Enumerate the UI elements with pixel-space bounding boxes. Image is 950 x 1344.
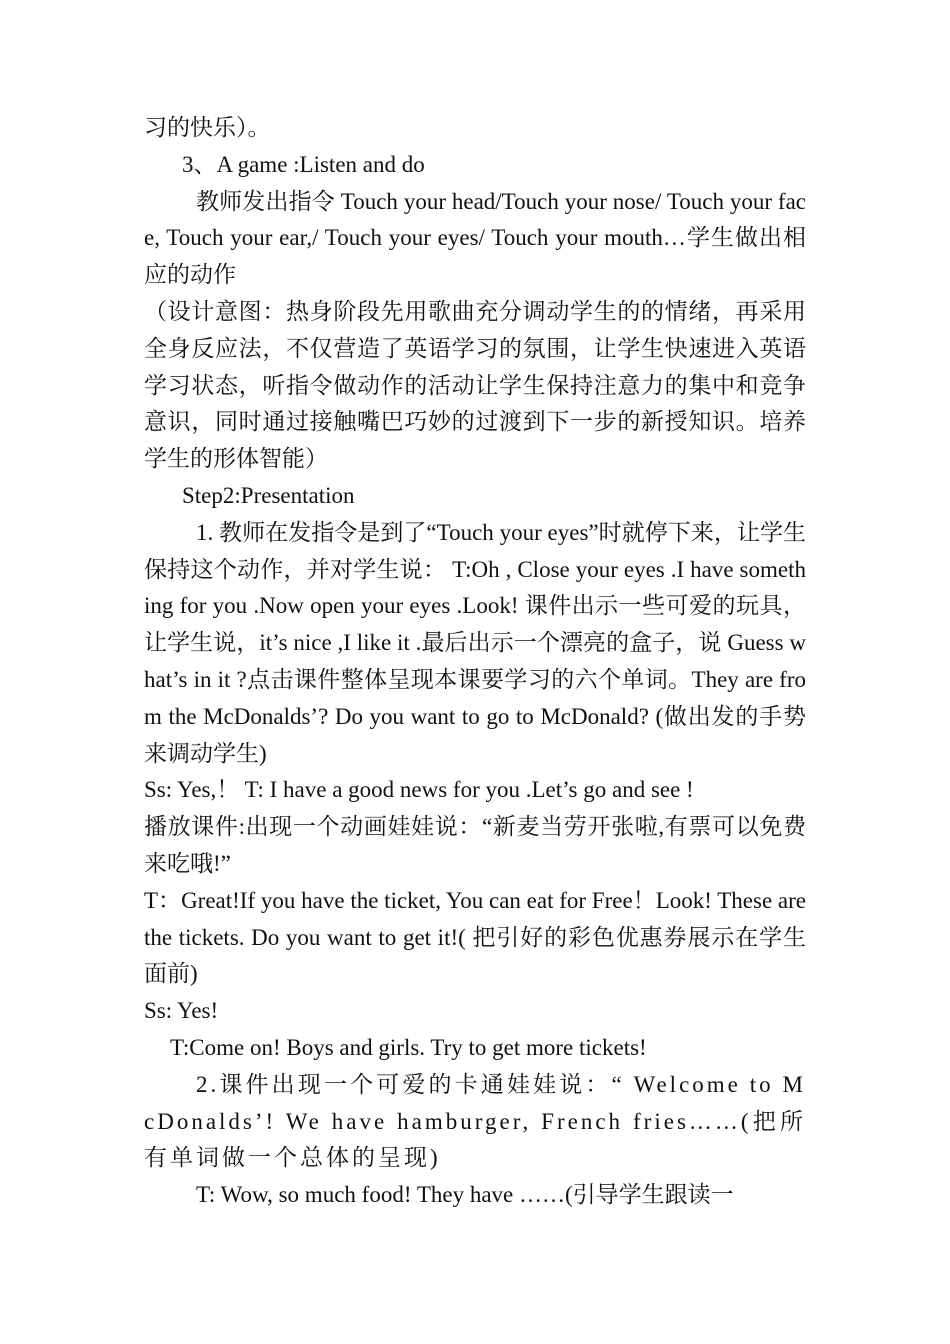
paragraph: T:Come on! Boys and girls. Try to get more tickets!	[170, 1034, 647, 1060]
paragraph: 教师发出指令 Touch your head/Touch your nose/ Touch your face, Touch your ear,/ Touch your eyes/ Touch your mouth…学生做出相应的动作	[144, 188, 806, 288]
paragraph: 1. 教师在发指令是到了“Touch your eyes”时就停下来，让学生保持这个动作，并对学生说： T:Oh , Close your eyes .I have something for you .Now open your eyes .Look! 课件出示一些可爱的玩具，让学生说，it’s nice ,I like it .最后出示一个漂亮的盒子，说 Guess what’s in it ?点击课件整体呈现本课要学习的六个单词。They are from the McDonalds’? Do you want to go to McDonald? (做出发的手势来调动学生)	[144, 519, 806, 766]
paragraph: T：Great!If you have the ticket, You can eat for Free！Look! These are the tickets. Do you want to get it!( 把引好的彩色优惠券展示在学生面前)	[144, 887, 806, 987]
paragraph: 播放课件:出现一个动画娃娃说：“新麦当劳开张啦,有票可以免费来吃哦!”	[144, 814, 806, 876]
document-body	[144, 110, 806, 1214]
paragraph: 3、A game :Listen and do	[182, 151, 425, 177]
section-heading: Step2:Presentation	[182, 482, 355, 508]
paragraph: T: Wow, so much food! They have ……(引导学生跟读一	[196, 1182, 734, 1208]
paragraph: 习的快乐）。	[144, 115, 271, 140]
paragraph: Ss: Yes!	[144, 998, 219, 1024]
paragraph: Ss: Yes,！ T: I have a good news for you .Let’s go and see !	[144, 777, 694, 803]
paragraph: 2.课件出现一个可爱的卡通娃娃说：“ Welcome to McDonalds’! We have hamburger, French fries……(把所有单词做一个总体的呈现)	[144, 1071, 806, 1171]
paragraph: （设计意图：热身阶段先用歌曲充分调动学生的的情绪，再采用全身反应法，不仅营造了英语学习的氛围，让学生快速进入英语学习状态，听指令做动作的活动让学生保持注意力的集中和竞争意识，同时通过接触嘴巴巧妙的过渡到下一步的新授知识。培养学生的形体智能）	[144, 298, 806, 472]
